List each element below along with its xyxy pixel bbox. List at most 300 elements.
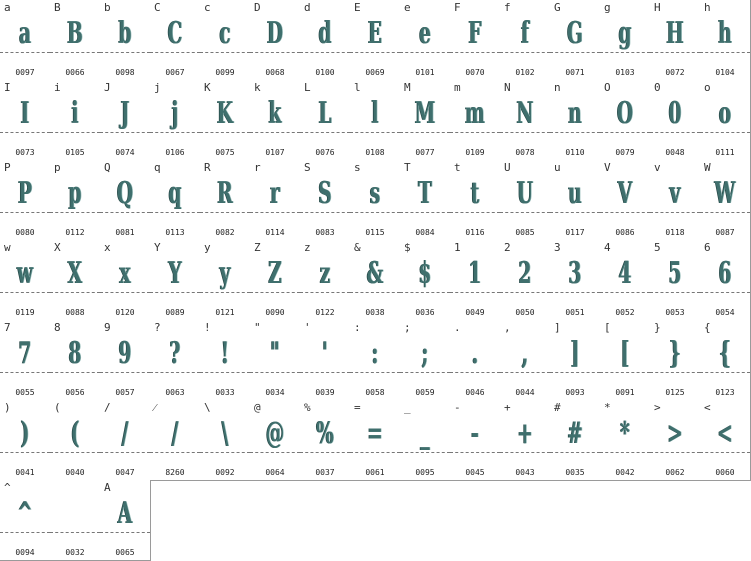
glyph-code-label: 0115 — [365, 228, 385, 237]
glyph-code-label: 0046 — [465, 388, 485, 397]
baseline-guide — [450, 452, 500, 453]
glyph-preview: { — [719, 336, 731, 371]
glyph-preview: ! — [220, 336, 230, 371]
glyph-code-label: 0060 — [715, 468, 735, 477]
glyph-code-label: 0042 — [615, 468, 635, 477]
glyph-code-label: 0121 — [215, 308, 235, 317]
glyph-key-label: _ — [404, 401, 411, 414]
glyph-preview: } — [669, 336, 681, 371]
glyph-key-label: = — [354, 401, 361, 414]
glyph-cell — [700, 160, 751, 241]
glyph-code-label: 0073 — [15, 148, 35, 157]
baseline-guide — [650, 132, 700, 133]
baseline-guide — [0, 532, 50, 533]
glyph-key-label: j — [154, 81, 161, 94]
glyph-key-label: u — [554, 161, 561, 174]
glyph-cell — [500, 0, 551, 81]
glyph-cell — [150, 0, 201, 81]
glyph-key-label: ) — [4, 401, 11, 414]
glyph-key-label: O — [604, 81, 611, 94]
glyph-preview: X — [67, 256, 83, 291]
glyph-cell — [600, 240, 651, 321]
baseline-guide — [100, 372, 150, 373]
baseline-guide — [550, 292, 600, 293]
glyph-preview: b — [118, 16, 132, 51]
glyph-cell — [500, 240, 551, 321]
baseline-guide — [350, 52, 400, 53]
glyph-preview: s — [369, 176, 381, 211]
glyph-preview: w — [16, 256, 34, 291]
baseline-guide — [350, 132, 400, 133]
glyph-key-label: } — [654, 321, 661, 334]
glyph-cell — [250, 80, 301, 161]
glyph-preview: v — [669, 176, 681, 211]
glyph-code-label: 0066 — [65, 68, 85, 77]
glyph-key-label: ⁄ — [154, 401, 156, 414]
glyph-key-label: G — [554, 1, 561, 14]
glyph-code-label: 0062 — [665, 468, 685, 477]
glyph-cell — [50, 80, 101, 161]
glyph-key-label: ? — [154, 321, 161, 334]
glyph-cell — [650, 400, 701, 481]
baseline-guide — [50, 372, 100, 373]
glyph-preview: S — [318, 176, 332, 211]
glyph-key-label: ' — [304, 321, 311, 334]
glyph-key-label: " — [254, 321, 261, 334]
glyph-code-label: 0107 — [265, 148, 285, 157]
glyph-code-label: 0071 — [565, 68, 585, 77]
glyph-key-label: i — [54, 81, 61, 94]
glyph-code-label: 0116 — [465, 228, 485, 237]
glyph-cell — [600, 80, 651, 161]
baseline-guide — [550, 132, 600, 133]
glyph-preview: z — [319, 256, 331, 291]
glyph-key-label: 7 — [4, 321, 11, 334]
glyph-preview: n — [568, 96, 582, 131]
glyph-cell — [0, 400, 51, 481]
glyph-preview: i — [71, 96, 79, 131]
glyph-cell — [400, 240, 451, 321]
glyph-preview: / — [121, 416, 129, 451]
baseline-guide — [450, 372, 500, 373]
glyph-cell — [0, 320, 51, 401]
glyph-cell — [150, 320, 201, 401]
glyph-preview: P — [18, 176, 32, 211]
glyph-code-label: 0092 — [215, 468, 235, 477]
glyph-cell — [200, 240, 251, 321]
glyph-code-label: 0072 — [665, 68, 685, 77]
glyph-cell — [450, 240, 501, 321]
glyph-cell — [200, 0, 251, 81]
glyph-cell — [700, 0, 751, 81]
glyph-preview: D — [266, 16, 284, 51]
baseline-guide — [100, 532, 150, 533]
glyph-preview: % — [316, 416, 334, 451]
glyph-key-label: 4 — [604, 241, 611, 254]
glyph-cell — [100, 480, 151, 561]
glyph-code-label: 0036 — [415, 308, 435, 317]
glyph-preview: * — [620, 416, 630, 451]
glyph-key-label: S — [304, 161, 311, 174]
glyph-preview: = — [367, 416, 383, 451]
glyph-preview: F — [468, 16, 482, 51]
baseline-guide — [700, 292, 750, 293]
glyph-key-label: Z — [254, 241, 261, 254]
glyph-code-label: 0039 — [315, 388, 335, 397]
glyph-cell — [100, 160, 151, 241]
glyph-cell — [200, 320, 251, 401]
glyph-key-label: ^ — [4, 481, 11, 494]
glyph-key-label: L — [304, 81, 311, 94]
glyph-preview: # — [567, 416, 583, 451]
baseline-guide — [150, 52, 200, 53]
glyph-code-label: 0091 — [615, 388, 635, 397]
glyph-code-label: 0106 — [165, 148, 185, 157]
glyph-code-label: 0113 — [165, 228, 185, 237]
glyph-cell — [600, 160, 651, 241]
glyph-cell — [100, 80, 151, 161]
glyph-key-label: / — [104, 401, 111, 414]
baseline-guide — [100, 292, 150, 293]
glyph-preview: 6 — [718, 256, 732, 291]
baseline-guide — [700, 452, 750, 453]
glyph-key-label: I — [4, 81, 11, 94]
glyph-preview: c — [219, 16, 231, 51]
glyph-key-label: U — [504, 161, 511, 174]
baseline-guide — [650, 52, 700, 53]
glyph-key-label: + — [504, 401, 511, 414]
glyph-cell — [400, 320, 451, 401]
glyph-preview: a — [18, 16, 32, 51]
glyph-code-label: 0040 — [65, 468, 85, 477]
baseline-guide — [550, 212, 600, 213]
baseline-guide — [600, 292, 650, 293]
glyph-key-label: N — [504, 81, 511, 94]
glyph-code-label: 0094 — [15, 548, 35, 557]
glyph-code-label: 0122 — [315, 308, 335, 317]
glyph-preview: o — [718, 96, 732, 131]
glyph-preview: 5 — [668, 256, 682, 291]
glyph-code-label: 0061 — [365, 468, 385, 477]
baseline-guide — [150, 292, 200, 293]
glyph-preview: Y — [168, 256, 182, 291]
baseline-guide — [0, 372, 50, 373]
glyph-key-label: n — [554, 81, 561, 94]
glyph-code-label: 0100 — [315, 68, 335, 77]
glyph-preview: g — [618, 16, 632, 51]
glyph-code-label: 0057 — [115, 388, 135, 397]
baseline-guide — [250, 292, 300, 293]
baseline-guide — [250, 372, 300, 373]
baseline-guide — [300, 212, 350, 213]
glyph-code-label: 0083 — [315, 228, 335, 237]
glyph-key-label: K — [204, 81, 211, 94]
glyph-preview: A — [117, 496, 133, 531]
glyph-cell — [700, 320, 751, 401]
baseline-guide — [100, 132, 150, 133]
glyph-code-label: 0097 — [15, 68, 35, 77]
glyph-cell — [450, 160, 501, 241]
baseline-guide — [350, 372, 400, 373]
glyph-code-label: 0074 — [115, 148, 135, 157]
glyph-code-label: 0093 — [565, 388, 585, 397]
glyph-cell — [150, 80, 201, 161]
baseline-guide — [50, 132, 100, 133]
glyph-key-label: M — [404, 81, 411, 94]
glyph-cell — [0, 480, 51, 561]
baseline-guide — [300, 132, 350, 133]
glyph-preview — [60, 494, 91, 534]
glyph-cell — [0, 160, 51, 241]
glyph-preview: $ — [418, 256, 432, 291]
glyph-key-label: e — [404, 1, 411, 14]
glyph-key-label: A — [104, 481, 111, 494]
glyph-key-label: g — [604, 1, 611, 14]
glyph-preview: + — [517, 416, 533, 451]
glyph-preview: ^ — [17, 496, 33, 531]
baseline-guide — [450, 132, 500, 133]
glyph-cell — [250, 0, 301, 81]
baseline-guide — [450, 292, 500, 293]
glyph-key-label: : — [354, 321, 361, 334]
baseline-guide — [50, 52, 100, 53]
glyph-code-label: 0037 — [315, 468, 335, 477]
baseline-guide — [500, 292, 550, 293]
glyph-preview: k — [268, 96, 282, 131]
glyph-code-label: 0051 — [565, 308, 585, 317]
glyph-cell — [150, 400, 201, 481]
glyph-cell — [300, 0, 351, 81]
baseline-guide — [600, 52, 650, 53]
glyph-key-label: T — [404, 161, 411, 174]
glyph-code-label: 0104 — [715, 68, 735, 77]
glyph-cell — [200, 80, 251, 161]
glyph-code-label: 0080 — [15, 228, 35, 237]
baseline-guide — [300, 372, 350, 373]
glyph-preview: : — [371, 336, 379, 371]
glyph-code-label: 0120 — [115, 308, 135, 317]
glyph-key-label: h — [704, 1, 711, 14]
glyph-cell — [450, 400, 501, 481]
glyph-cell — [300, 240, 351, 321]
glyph-cell — [350, 160, 401, 241]
glyph-code-label: 0110 — [565, 148, 585, 157]
glyph-cell — [500, 80, 551, 161]
glyph-code-label: 0054 — [715, 308, 735, 317]
glyph-cell — [100, 0, 151, 81]
glyph-key-label: ! — [204, 321, 211, 334]
glyph-key-label: P — [4, 161, 11, 174]
baseline-guide — [0, 452, 50, 453]
glyph-key-label: * — [604, 401, 611, 414]
baseline-guide — [150, 132, 200, 133]
glyph-key-label: q — [154, 161, 161, 174]
glyph-cell — [400, 400, 451, 481]
glyph-preview: 8 — [68, 336, 82, 371]
glyph-cell — [450, 320, 501, 401]
glyph-preview: j — [171, 96, 179, 131]
glyph-key-label: V — [604, 161, 611, 174]
glyph-code-label: 0077 — [415, 148, 435, 157]
glyph-preview: h — [718, 16, 732, 51]
glyph-preview: N — [516, 96, 534, 131]
glyph-key-label: 3 — [554, 241, 561, 254]
baseline-guide — [400, 132, 450, 133]
glyph-preview: . — [471, 336, 479, 371]
glyph-cell — [0, 0, 51, 81]
glyph-cell — [200, 400, 251, 481]
glyph-code-label: 0082 — [215, 228, 235, 237]
glyph-cell — [650, 80, 701, 161]
baseline-guide — [300, 52, 350, 53]
glyph-key-label: 5 — [654, 241, 661, 254]
glyph-code-label: 0035 — [565, 468, 585, 477]
glyph-code-label: 0117 — [565, 228, 585, 237]
baseline-guide — [500, 132, 550, 133]
glyph-code-label: 0043 — [515, 468, 535, 477]
glyph-preview: l — [371, 96, 379, 131]
baseline-guide — [400, 52, 450, 53]
glyph-cell — [300, 400, 351, 481]
glyph-preview: C — [167, 16, 183, 51]
glyph-preview: / — [171, 416, 179, 451]
glyph-preview: y — [219, 256, 231, 291]
glyph-code-label: 0101 — [415, 68, 435, 77]
glyph-code-label: 0056 — [65, 388, 85, 397]
glyph-key-label: R — [204, 161, 211, 174]
glyph-cell — [550, 400, 601, 481]
glyph-code-label: 0065 — [115, 548, 135, 557]
glyph-cell — [50, 240, 101, 321]
glyph-cell — [300, 80, 351, 161]
glyph-preview: _ — [420, 416, 430, 451]
baseline-guide — [200, 452, 250, 453]
glyph-preview: q — [168, 176, 182, 211]
glyph-preview: 0 — [668, 96, 682, 131]
glyph-code-label: 0098 — [115, 68, 135, 77]
glyph-key-label: X — [54, 241, 61, 254]
glyph-preview: 2 — [518, 256, 532, 291]
glyph-preview: u — [568, 176, 582, 211]
glyph-preview: & — [366, 256, 384, 291]
glyph-code-label: 0064 — [265, 468, 285, 477]
glyph-cell — [50, 320, 101, 401]
glyph-code-label: 0118 — [665, 228, 685, 237]
baseline-guide — [150, 452, 200, 453]
glyph-cell — [150, 240, 201, 321]
baseline-guide — [100, 52, 150, 53]
glyph-cell — [600, 320, 651, 401]
glyph-cell — [550, 0, 601, 81]
glyph-code-label: 0109 — [465, 148, 485, 157]
glyph-preview: 7 — [18, 336, 32, 371]
glyph-preview: U — [516, 176, 534, 211]
glyph-code-label: 0052 — [615, 308, 635, 317]
glyph-key-label: c — [204, 1, 211, 14]
glyph-key-label: k — [254, 81, 261, 94]
glyph-key-label: r — [254, 161, 261, 174]
glyph-preview: d — [318, 16, 332, 51]
glyph-cell — [550, 240, 601, 321]
glyph-preview: ? — [169, 336, 181, 371]
baseline-guide — [400, 452, 450, 453]
glyph-preview: , — [521, 336, 529, 371]
glyph-code-label: 0095 — [415, 468, 435, 477]
glyph-code-label: 0078 — [515, 148, 535, 157]
glyph-cell — [550, 80, 601, 161]
glyph-code-label: 0089 — [165, 308, 185, 317]
glyph-preview: " — [270, 336, 280, 371]
baseline-guide — [350, 212, 400, 213]
glyph-code-label: 0053 — [665, 308, 685, 317]
glyph-preview: V — [617, 176, 633, 211]
glyph-key-label: w — [4, 241, 11, 254]
glyph-preview: ; — [421, 336, 429, 371]
glyph-key-label: E — [354, 1, 361, 14]
glyph-key-label: x — [104, 241, 111, 254]
glyph-preview: [ — [620, 336, 630, 371]
glyph-code-label: 0076 — [315, 148, 335, 157]
baseline-guide — [250, 132, 300, 133]
baseline-guide — [250, 212, 300, 213]
glyph-key-label: C — [154, 1, 161, 14]
glyph-code-label: 0041 — [15, 468, 35, 477]
glyph-preview: ) — [20, 416, 30, 451]
glyph-key-label: t — [454, 161, 461, 174]
glyph-cell — [50, 160, 101, 241]
baseline-guide — [50, 452, 100, 453]
glyph-cell — [250, 160, 301, 241]
glyph-code-label: 0103 — [615, 68, 635, 77]
glyph-key-label: o — [704, 81, 711, 94]
baseline-guide — [0, 212, 50, 213]
glyph-key-label: p — [54, 161, 61, 174]
glyph-cell — [450, 80, 501, 161]
glyph-preview: t — [470, 176, 480, 211]
glyph-preview: - — [471, 416, 479, 451]
glyph-code-label: 0059 — [415, 388, 435, 397]
glyph-key-label: 1 — [454, 241, 461, 254]
baseline-guide — [250, 452, 300, 453]
baseline-guide — [100, 452, 150, 453]
glyph-cell — [350, 0, 401, 81]
glyph-key-label: . — [454, 321, 461, 334]
glyph-cell — [50, 0, 101, 81]
glyph-code-label: 0087 — [715, 228, 735, 237]
glyph-cell — [450, 0, 501, 81]
glyph-code-label: 0123 — [715, 388, 735, 397]
baseline-guide — [400, 292, 450, 293]
glyph-key-label: \ — [204, 401, 211, 414]
glyph-preview: < — [717, 416, 733, 451]
glyph-code-label: 0033 — [215, 388, 235, 397]
glyph-code-label: 0070 — [465, 68, 485, 77]
glyph-cell — [50, 480, 101, 561]
glyph-cell — [500, 160, 551, 241]
glyph-key-label: @ — [254, 401, 261, 414]
glyph-cell — [350, 400, 401, 481]
baseline-guide — [0, 292, 50, 293]
baseline-guide — [700, 52, 750, 53]
baseline-guide — [150, 212, 200, 213]
glyph-cell — [0, 80, 51, 161]
glyph-key-label: W — [704, 161, 711, 174]
glyph-cell — [100, 400, 151, 481]
glyph-code-label: 0085 — [515, 228, 535, 237]
glyph-key-label: - — [454, 401, 461, 414]
glyph-preview: H — [666, 16, 684, 51]
glyph-key-label: m — [454, 81, 461, 94]
